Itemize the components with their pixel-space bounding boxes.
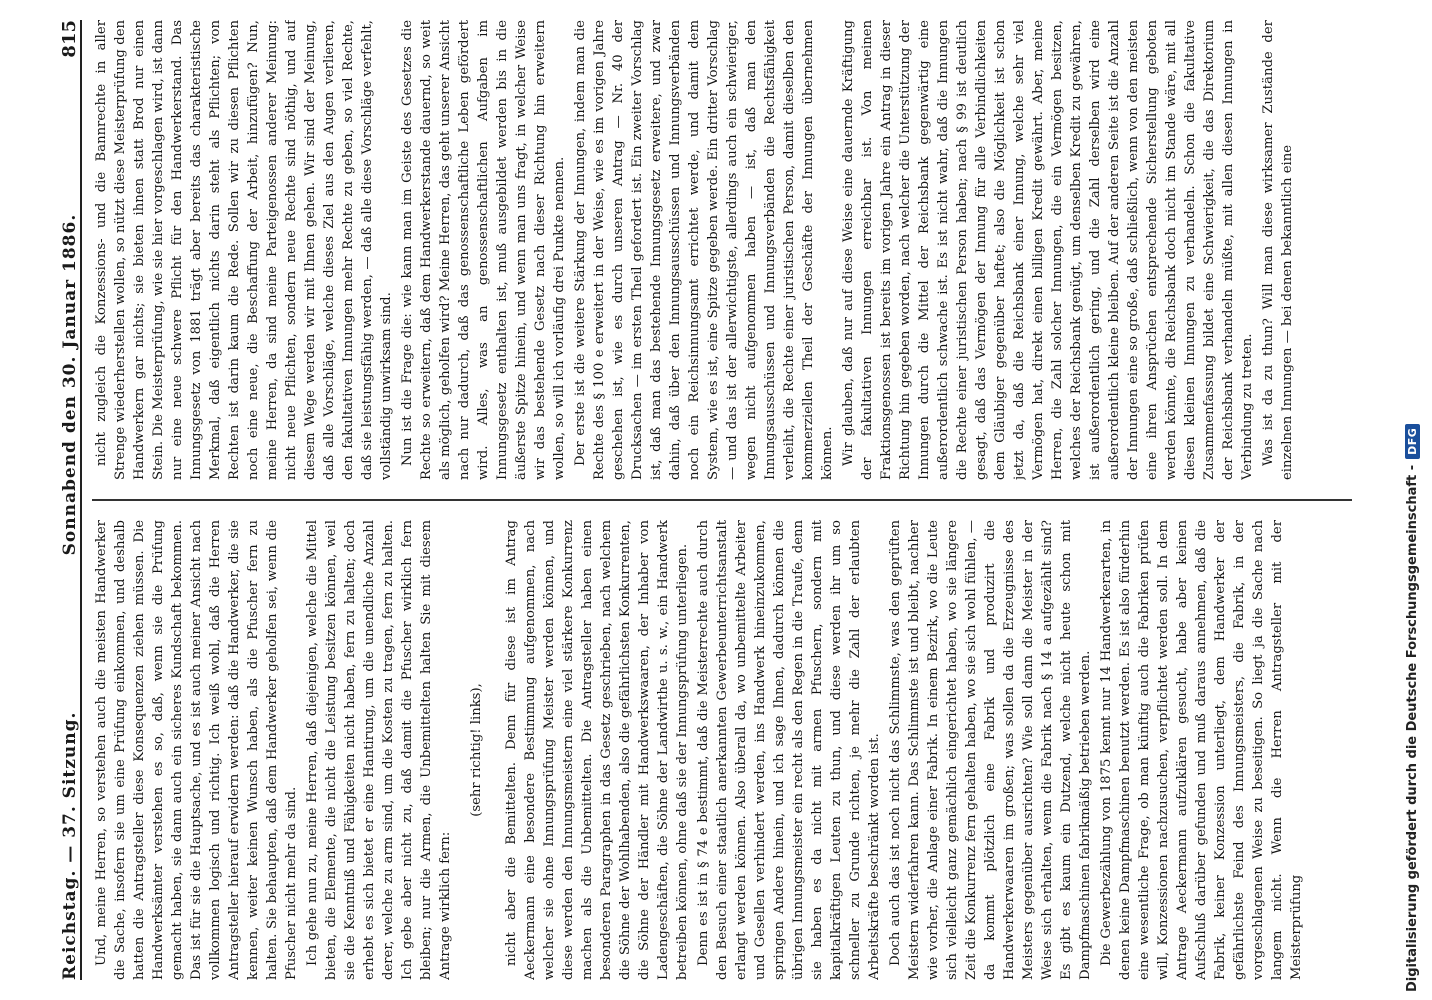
paragraph: Denn es ist in § 74 e bestimmt, daß die Meisterrechte auch durch den Besuch einer staatlich anerkannten Gewerbeunterrichtsanstalt erlangt werden können. Also überall da, wo unbemittelte Arbeiter und Gesellen verhindert werden, ins Handwerk hineinzukommen, springen Andere hinein, und ich sage Ihnen, dadurch können die übrigen Innungsmeister ein recht als den Regen in die Traufe, denn sie haben es da nicht mit armen Pfuschern, sondern mit kapitalkräftigen Leuten zu thun, und diese werden ihr um so schneller zu Grunde richten, je mehr die Zahl der erlaubten Arbeitskräfte beschränkt worden ist.	[696, 520, 882, 980]
paragraph: Wir glauben, daß nur auf diese Weise eine dauernde Kräftigung der fakultativen Innungen erreichbar ist. Von meinen Fraktionsgenossen ist bereits im vorigen Jahre ein Antrag in dieser Richtung hin gegeben worden, nach welcher die Unterstützung der Innungen durch die Mittel der Reichsbank gegenwärtig eine außerordentlich schwache ist. Es ist nicht wahr, daß die Innungen die Rechte einer juristischen Person haben; nach § 99 ist deutlich gesagt, daß das Vermögen der Innung für alle Verbindlichkeiten dem Gläubiger gegenüber haftet; also die Möglichkeit ist schon jetzt da, daß die Reichsbank einer Innung, welche sehr viel Vermögen hat, direkt einen billigen Kredit gewährt. Aber, meine Herren, die Zahl solcher Innungen, die ein Vermögen besitzen, welches der Reichsbank genügt, um denselben Kredit zu gewähren, ist außerordentlich gering, und die Zahl derselben wird eine außerordentlich kleine bleiben. Auf der anderen Seite ist die Anzahl der Innungen eine so große, daß schließlich, wenn von den meisten eine ihren Ansprüchen entsprechende Sicherstellung geboten werden könnte, die Reichsbank doch nicht im Stande wäre, mit all diesen kleinen Innungen zu verhandeln. Schon die fakultative Zusammenfassung bildet eine Schwierigkeit, die das Direktorium der Reichsbank verhandeln müßte, mit allen diesen Innungen in Verbindung zu treten.	[841, 20, 1255, 480]
dfg-logo: DFG	[1405, 424, 1420, 459]
paragraph: Nun ist die Frage die: wie kann man im Geiste des Gesetzes die Rechte so erweitern, daß dem Handwerkerstande dauernd, so weit als möglich, geholfen wird? Meine Herren, das geht unserer Ansicht nach nur dadurch, daß das genossenschaftliche Leben gefördert wird. Alles, was an genossenschaftlichen Aufgaben im Innungsgesetz enthalten ist, muß ausgebildet werden bis in die äußerste Spitze hinein, und wenn man uns fragt, in welcher Weise wir das bestehende Gesetz nach dieser Richtung hin erweitern wollen, so will ich vorläufig drei Punkte nennen.	[400, 20, 567, 480]
right-column	[92, 20, 1352, 480]
credit-text: Digitalisierung gefördert durch die Deutsche Forschungsgemeinschaft -	[1404, 464, 1420, 992]
paragraph: Doch auch das ist noch nicht das Schlimmste, was den geprüften Meistern widerfahren kann. Das Schlimmste ist und bleibt, nachher wie vorher, die Anlage einer Fabrik. In einem Bezirk, wo die Leute sich vielleicht ganz gemächlich eingerichtet haben, wo sie längere Zeit die Konkurrenz fern gehalten haben, wo sie sich wohl fühlen, — da kommt plötzlich eine Fabrik und produzirt die Handwerkerwaaren im großen; was sollen da die Erzeugnisse des Meisters gegenüber ausrichten? Wie soll dann die Meister in der Weise sich erhalten, wenn die Fabrik nach § 14 a aufgezählt sind? Es gibt es kaum ein Dutzend, welche nicht heute schon mit Dampfmaschinen fabrikmäßig betrieben werden.	[888, 520, 1093, 980]
header-date: Sonnabend den 30. Januar 1886.	[60, 213, 80, 556]
interjection: (sehr richtig! links),	[469, 683, 484, 817]
column-divider	[92, 499, 1352, 501]
page-number: 815	[59, 20, 80, 58]
paragraph: Der erste ist die weitere Stärkung der Innungen, indem man die Rechte des § 100 e erweitert in der Weise, wie es im vorigen Jahre geschehen ist, wie es durch unseren Antrag — Nr. 40 der Drucksachen — im ersten Theil gefordert ist. Ein zweiter Vorschlag ist, daß man das bestehende Innungsgesetz erweitere, und zwar dahin, daß über den Innungsausschüssen und Innungsverbänden noch ein Reichsinnungsamt errichtet werde, und damit dem System, wie es ist, eine Spitze gegeben werde. Ein dritter Vorschlag — und das ist der allerwichtigste, allerdings auch ein schwieriger, wegen nicht aufgenommen haben — ist, daß man den Innungsausschüssen und Innungsverbänden die Rechtsfähigkeit verleiht, die Rechte einer juristischen Person, damit dieselben den kommerziellen Theil der Geschäfte der Innungen übernehmen können.	[573, 20, 835, 480]
header-session: Reichstag. — 37. Sitzung.	[60, 711, 80, 980]
paragraph: Was ist da zu thun? Will man diese wirksamer Zustände der einzelnen Innungen — bei denen bekanntlich eine	[1261, 20, 1295, 480]
text-columns	[92, 20, 1352, 980]
paragraph: nicht zugleich die Konzessions- und die Bannrechte in aller Strenge wiederherstellen wollen, so nützt diese Meisterprüfung den Handwerkern gar nichts; sie bieten ihnen statt Brod nur einen Stein. Die Meisterprüfung, wie sie hier vorgeschlagen wird, ist dann nur eine neue schwere Pflicht für den Handwerkerstand. Das Innungsgesetz von 1881 trägt aber bereits das charakteristische Merkmal, daß eigentlich nichts darin steht als Pflichten; von Rechten ist darin kaum die Rede. Sollen wir zu diesen Pflichten noch eine neue, die Beschaffung der Arbeit, hinzufügen? Nun, meine Herren, da sind meine Parteigenossen anderer Meinung: nicht neue Pflichten, sondern neue Rechte sind nöthig, und auf diesem Wege werden wir mit Ihnen gehen. Wir sind der Meinung, daß alle Vorschläge, welche dieses Ziel aus den Augen verlieren, den fakultativen Innungen mehr Rechte zu geben, so viel Rechte, daß sie leistungsfähig werden, — daß alle diese Vorschläge verfehlt, vollständig unwirksam sind.	[94, 20, 394, 480]
page-header	[40, 20, 82, 980]
paragraph: Ich gehe nun zu, meine Herren, daß diejenigen, welche die Mittel bieten, die Elemente, die nicht die Leistung besitzen können, weil sie die Kenntniß und Fähigkeiten nicht haben, fern zu halten; doch erhebt es sich bietet er eine Hantirung, um die unendliche Anzahl derer, welche zu arm sind, um die Kosten zu tragen, fern zu halten. Ich gebe aber nicht zu, daß damit die Pfuscher wirklich fern bleiben; nur die Armen, die Unbemittelten halten Sie mit diesem Antrage wirklich fern:	[305, 520, 453, 980]
paragraph: Und, meine Herren, so verstehen auch die meisten Handwerker die Sache, insofern sie um eine Prüfung einkommen, und deshalb hatten die Antragsteller diese Konsequenzen ziehen müssen. Die Handwerksämter verstehen es so, daß, wenn sie die Prüfung gemacht haben, sie dann auch ein sicheres Kundschaft bekommen. Das ist für sie die Hauptsache, und es ist auch meiner Ansicht nach vollkommen logisch und richtig. Ich weiß wohl, daß die Herren Antragsteller hierauf erwidern werden: daß die Handwerker, die sie kennen, weiter keinen Wunsch haben, als die Pfuscher fern zu halten. Sie behaupten, daß dem Handwerker geholfen sei, wenn die Pfuscher nicht mehr da sind.	[94, 520, 299, 980]
digitization-credit	[1400, 12, 1424, 992]
paragraph: Die Gewerbezählung von 1875 kennt nur 14 Handwerkerarten, in denen keine Dampfmaschinen benutzt werden. Es ist also fürderhin eine wesentliche Frage, ob man künftig auch die Fabriken prüfen will, Konzessionen nachzusuchen, verpflichtet werden soll. In dem Antrage Aeckermann aufzuklären gesucht, habe aber keinen Aufschluß darüber gefunden und muß daraus annehmen, daß die Fabrik, keiner Konzession unterliegt, dem Handwerker der gefährlichste Feind des Innungsmeisters, die Fabrik, in der vorgeschlagenen Weise zu beseitigen. So liegt ja die Sache nach langem nicht. Wenn die Herren Antragsteller mit der Meisterprüfung	[1099, 520, 1304, 980]
left-column	[92, 520, 1352, 980]
paragraph: nicht aber die Bemittelten. Denn für diese ist im Antrag Aeckermann eine besondere Bestimmung aufgenommen, nach welcher sie ohne Innungsprüfung Meister werden können, und diese werden den Innungsmeistern eine viel stärkere Konkurrenz machen als die Unbemittelten. Die Antragsteller haben einen besonderen Paragraphen in das Gesetz geschrieben, nach welchem die Söhne der Wohlhabenden, also die gefährlichsten Konkurrenten, die Söhne der Händler mit Handwerkswaaren, der Inhaber von Ladengeschäften, die Söhne der Landwirthe u. s. w., ein Handwerk betreiben können, ohne daß sie der Innungsprüfung unterliegen.	[504, 520, 690, 980]
